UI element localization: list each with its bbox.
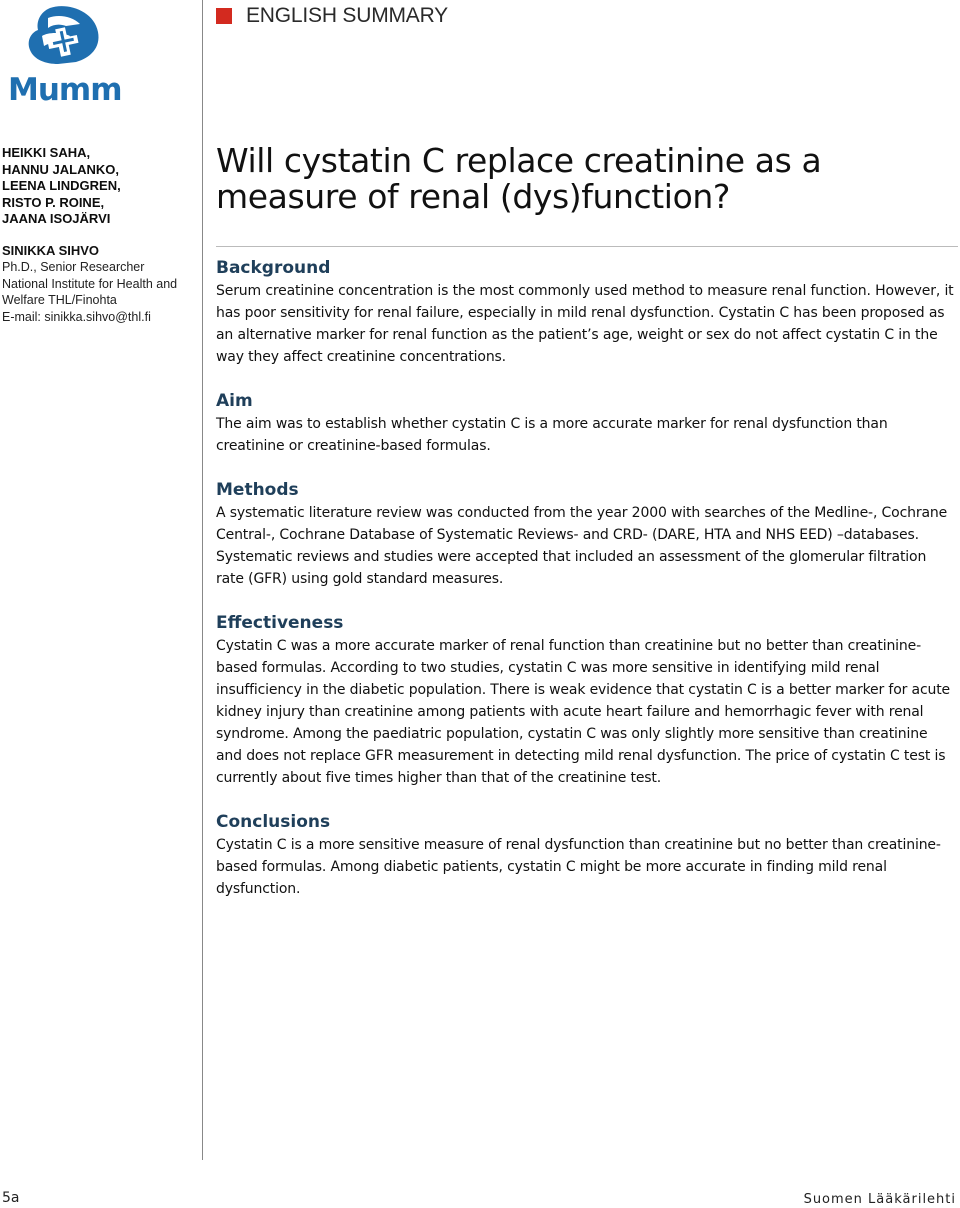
article-title: Will cystatin C replace creatinine as a measure of renal (dys)function?	[216, 141, 822, 216]
red-square-marker-icon	[216, 8, 232, 24]
mumm-logo-icon	[6, 2, 122, 108]
section-aim	[216, 389, 956, 457]
contact-email[interactable]: E-mail: sinikka.sihvo@thl.fi	[2, 309, 151, 324]
section-conclusions	[216, 810, 956, 900]
author-name: LEENA LINDGREN,	[2, 178, 121, 193]
section-background	[216, 256, 956, 368]
author-sidebar	[2, 145, 194, 325]
contact-author-name: SINIKKA SIHVO	[2, 242, 100, 258]
author-name: RISTO P. ROINE,	[2, 194, 105, 210]
affiliation-line: National Institute for Health and	[2, 276, 178, 291]
section-heading: Aim	[216, 391, 253, 411]
section-label: ENGLISH SUMMARY	[246, 4, 448, 27]
section-text: Cystatin C was a more accurate marker of renal function than creatinine but no better than creatinine-based formulas. According to two studies, cystatin C was more sensitive in identifying mild renal insufficiency in the diabetic population. There is weak evidence that cystatin C is a better marker for acute kidney injury than creatinine among patients with acute heart failure and hemorrhagic fever with renal syndrome. Among the paediatric population, cystatin C was only slightly more sensitive than creatinine and does not replace GFR measurement in detecting mild renal dysfunction. The price of cystatin C test is currently about five times higher than that of the creatinine test.	[216, 638, 951, 786]
author-name: JAANA ISOJÄRVI	[2, 211, 111, 226]
affiliation-line: Welfare THL/Finohta	[2, 293, 117, 307]
section-heading: Background	[216, 258, 331, 278]
section-heading: Methods	[216, 480, 299, 500]
author-list	[2, 145, 194, 228]
title-divider	[216, 246, 958, 247]
section-text: A systematic literature review was conducted from the year 2000 with searches of the Medline-, Cochrane Central-, Cochrane Database of Systematic Reviews- and CRD- (DARE, HTA and NHS EED) –databases. Systematic reviews and studies were accepted that included an assessment of the glomerular filtration rate (GFR) using gold standard measures.	[216, 505, 948, 587]
section-heading: Effectiveness	[216, 613, 344, 633]
contact-affiliation	[2, 259, 194, 325]
author-name: HANNU JALANKO,	[2, 161, 119, 177]
page-number: 5a	[2, 1190, 20, 1206]
section-text: Cystatin C is a more sensitive measure of renal dysfunction than creatinine but no better than creatinine-based formulas. Among diabetic patients, cystatin C might be more accurate in finding mild renal dysfunction.	[216, 837, 941, 897]
section-heading: Conclusions	[216, 812, 331, 832]
column-divider	[202, 0, 203, 1160]
section-methods	[216, 478, 956, 590]
author-name: HEIKKI SAHA,	[2, 145, 91, 160]
section-tag	[216, 4, 448, 28]
section-text: Serum creatinine concentration is the most commonly used method to measure renal function. However, it has poor sensitivity for renal failure, especially in mild renal dysfunction. Cystatin C has been proposed as an alternative marker for renal function as the patient’s age, weight or sex do not affect cystatin C in the way they affect creatinine concentrations.	[216, 283, 954, 365]
section-text: The aim was to establish whether cystatin C is a more accurate marker for renal dysfunction than creatinine or creatinine-based formulas.	[216, 416, 888, 454]
mumm-logo	[6, 2, 122, 108]
section-effectiveness	[216, 611, 956, 789]
affiliation-line: Ph.D., Senior Researcher	[2, 260, 145, 274]
svg-text:Mumm: Mumm	[8, 72, 122, 108]
journal-name: Suomen Lääkärilehti	[803, 1192, 956, 1207]
article-body	[216, 256, 956, 900]
